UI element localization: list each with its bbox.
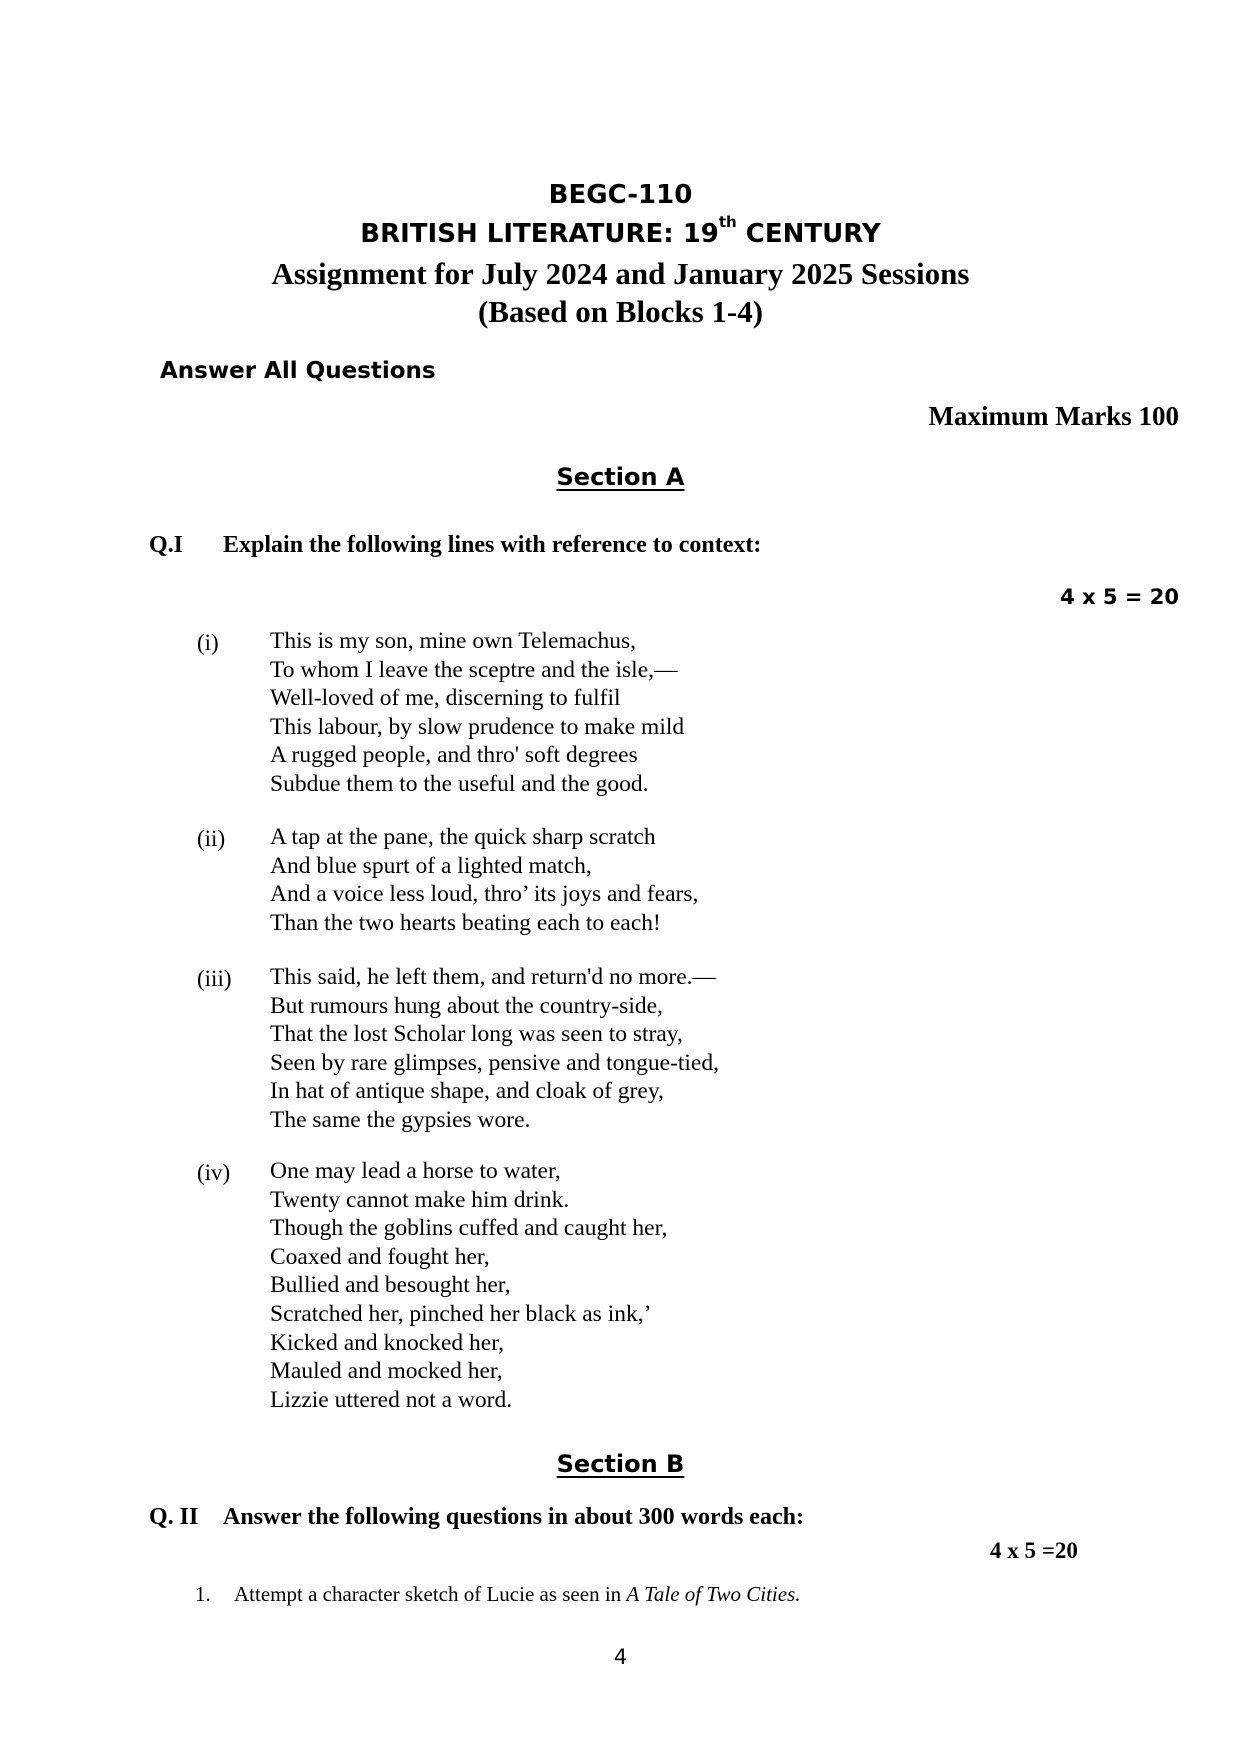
passage-label: (iii) [197,966,232,991]
passage-label: (iv) [197,1160,231,1185]
poem-line: To whom I leave the sceptre and the isle,— [270,656,678,683]
section-b-heading: Section B [556,1450,685,1478]
poem-line: In hat of antique shape, and cloak of grey, [270,1078,664,1105]
course-code: BEGC-110 [548,180,693,210]
assignment-title: Assignment for July 2024 and January 2025 Sessions [271,256,970,291]
course-title [0,213,1241,249]
question-1-text: Explain the following lines with reference to context: [223,532,762,558]
poem-line: Scratched her, pinched her black as ink,’ [270,1300,652,1327]
poem-line: Though the goblins cuffed and caught her, [270,1215,668,1242]
poem-line: This is my son, mine own Telemachus, [270,628,637,654]
poem-line: This said, he left them, and return'd no more.— [270,964,717,990]
poem-line: Lizzie uttered not a word. [270,1386,513,1413]
sub-question-text [234,1582,801,1607]
poem-line: The same the gypsies wore. [270,1106,531,1133]
page-number: 4 [613,1645,628,1669]
poem-line: Well-loved of me, discerning to fulfil [270,685,621,712]
course-title-pre: BRITISH LITERATURE: 19 [360,219,719,249]
passage-lines [270,963,719,1135]
course-title-sup: th [718,213,737,231]
passage-label: (ii) [197,826,226,851]
blocks-note: (Based on Blocks 1-4) [477,294,764,329]
poem-line: That the lost Scholar long was seen to stray, [270,1021,683,1048]
poem-line: Subdue them to the useful and the good. [270,770,649,797]
question-1-marks: 4 x 5 = 20 [1060,585,1179,609]
question-2-number: Q. II [149,1504,199,1530]
answer-all-instruction: Answer All Questions [160,358,436,384]
poem-line: And a voice less loud, thro’ its joys and fears, [270,881,699,908]
poem-line: Seen by rare glimpses, pensive and tongue-tied, [270,1049,719,1076]
sub-question-text-plain: Attempt a character sketch of Lucie as seen in [234,1582,627,1606]
question-2-marks: 4 x 5 =20 [990,1538,1078,1563]
poem-line: A tap at the pane, the quick sharp scratch [270,824,656,850]
question-1-number: Q.I [149,532,184,558]
poem-line: Coaxed and fought her, [270,1243,490,1270]
passage-lines [270,823,698,937]
passage-lines [270,627,684,799]
book-title: A Tale of Two Cities. [626,1582,801,1606]
poem-line: Bullied and besought her, [270,1272,511,1299]
course-title-post: CENTURY [736,219,881,249]
maximum-marks: Maximum Marks 100 [928,401,1179,431]
poem-line: One may lead a horse to water, [270,1158,561,1184]
passage-label: (i) [197,630,219,655]
sub-question-number: 1. [195,1582,211,1606]
passage-lines [270,1157,667,1414]
section-a-heading: Section A [556,463,685,491]
poem-line: Than the two hearts beating each to each! [270,909,661,936]
question-2-text: Answer the following questions in about 300 words each: [223,1504,804,1530]
poem-line: This labour, by slow prudence to make mild [270,713,685,740]
poem-line: Twenty cannot make him drink. [270,1186,570,1213]
poem-line: Kicked and knocked her, [270,1329,504,1356]
poem-line: And blue spurt of a lighted match, [270,852,592,879]
poem-line: Mauled and mocked her, [270,1358,503,1385]
poem-line: But rumours hung about the country-side, [270,992,663,1019]
poem-line: A rugged people, and thro' soft degrees [270,742,638,769]
